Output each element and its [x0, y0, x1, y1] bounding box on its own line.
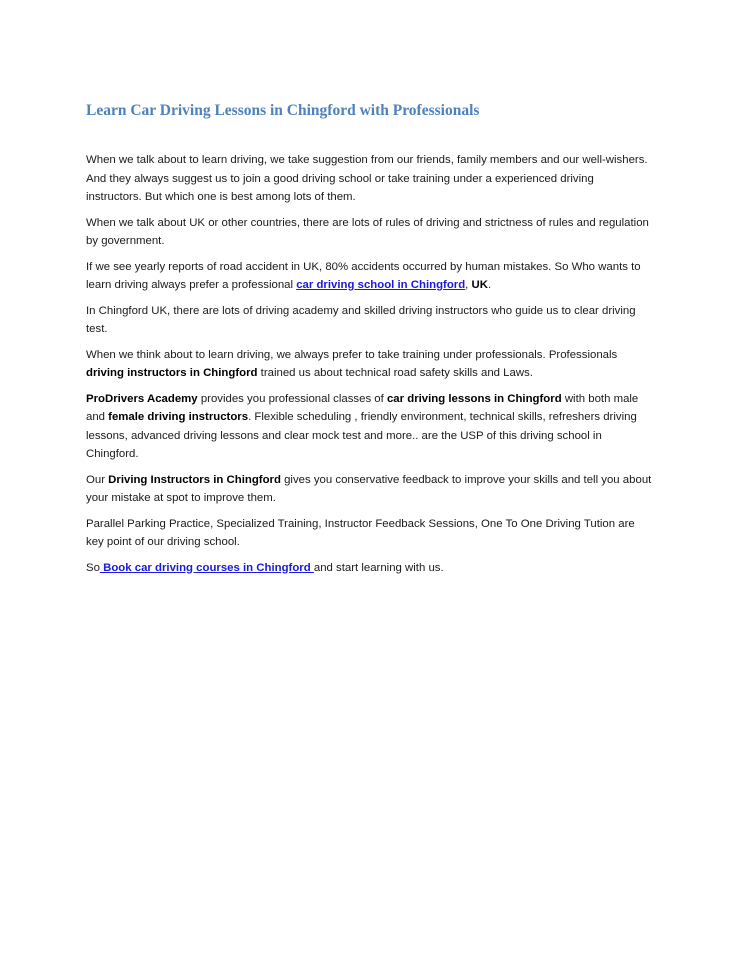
- bold-text: UK: [471, 279, 488, 291]
- paragraph-chingford: In Chingford UK, there are lots of driving academy and skilled driving instructors who guide us to clear driving test.: [86, 304, 636, 335]
- bold-text: Driving Instructors in Chingford: [108, 473, 281, 486]
- paragraph-academy: [86, 390, 652, 464]
- page-title: Learn Car Driving Lessons in Chingford with Professionals: [86, 102, 480, 119]
- paragraph-text: If we see yearly reports of road accident in UK, 80% accidents occurred by human mistakes. So Who wants to learn driving always prefer a professional: [86, 260, 641, 291]
- paragraph-text: gives you conservative feedback to improve your skills and tell you about your mistake at spot to improve them.: [86, 473, 652, 504]
- academy-name: ProDrivers Academy: [86, 392, 198, 405]
- paragraph-text: and start learning with us.: [313, 561, 444, 574]
- book-courses-link[interactable]: Book car driving courses in Chingford: [99, 561, 314, 574]
- paragraph-intro: When we talk about to learn driving, we take suggestion from our friends, family members and our well-wishers. And they always suggest us to join a good driving school or take training under a experienced driving instructors. But which one is best among lots of them.: [86, 154, 648, 203]
- paragraph-text: So: [86, 561, 100, 574]
- period-text: .: [487, 279, 492, 291]
- bold-text: female driving instructors: [108, 411, 249, 423]
- paragraph-text: When we think about to learn driving, we always prefer to take training under professionals. Professionals: [86, 348, 618, 361]
- bold-text: car driving lessons in Chingford: [386, 392, 562, 405]
- paragraph-text: trained us about technical road safety skills and Laws.: [257, 367, 533, 379]
- paragraph-uk-rules: When we talk about UK or other countries, there are lots of rules of driving and strictness of rules and regulation by government.: [86, 216, 649, 247]
- paragraph-text: provides you professional classes of: [197, 392, 387, 405]
- paragraph-call-to-action: [86, 559, 652, 578]
- driving-school-link[interactable]: car driving school in Chingford: [296, 279, 466, 291]
- document-body: [86, 100, 652, 584]
- paragraph-text: Our: [86, 473, 109, 486]
- paragraph-road-accidents: [86, 258, 652, 295]
- paragraph-text: with both male and: [86, 392, 639, 423]
- paragraph-key-points: Parallel Parking Practice, Specialized Training, Instructor Feedback Sessions, One To One Driving Tution are key point of our driving school.: [86, 517, 635, 548]
- paragraph-text: . Flexible scheduling , friendly environment, technical skills, refreshers driving lessons, advanced driving lessons and clear mock test and more.. are the USP of this driving school in Chingford.: [86, 411, 637, 460]
- bold-text: driving instructors in Chingford: [86, 367, 258, 379]
- paragraph-professionals: [86, 346, 652, 383]
- comma-text: ,: [465, 279, 472, 291]
- paragraph-feedback: [86, 471, 652, 508]
